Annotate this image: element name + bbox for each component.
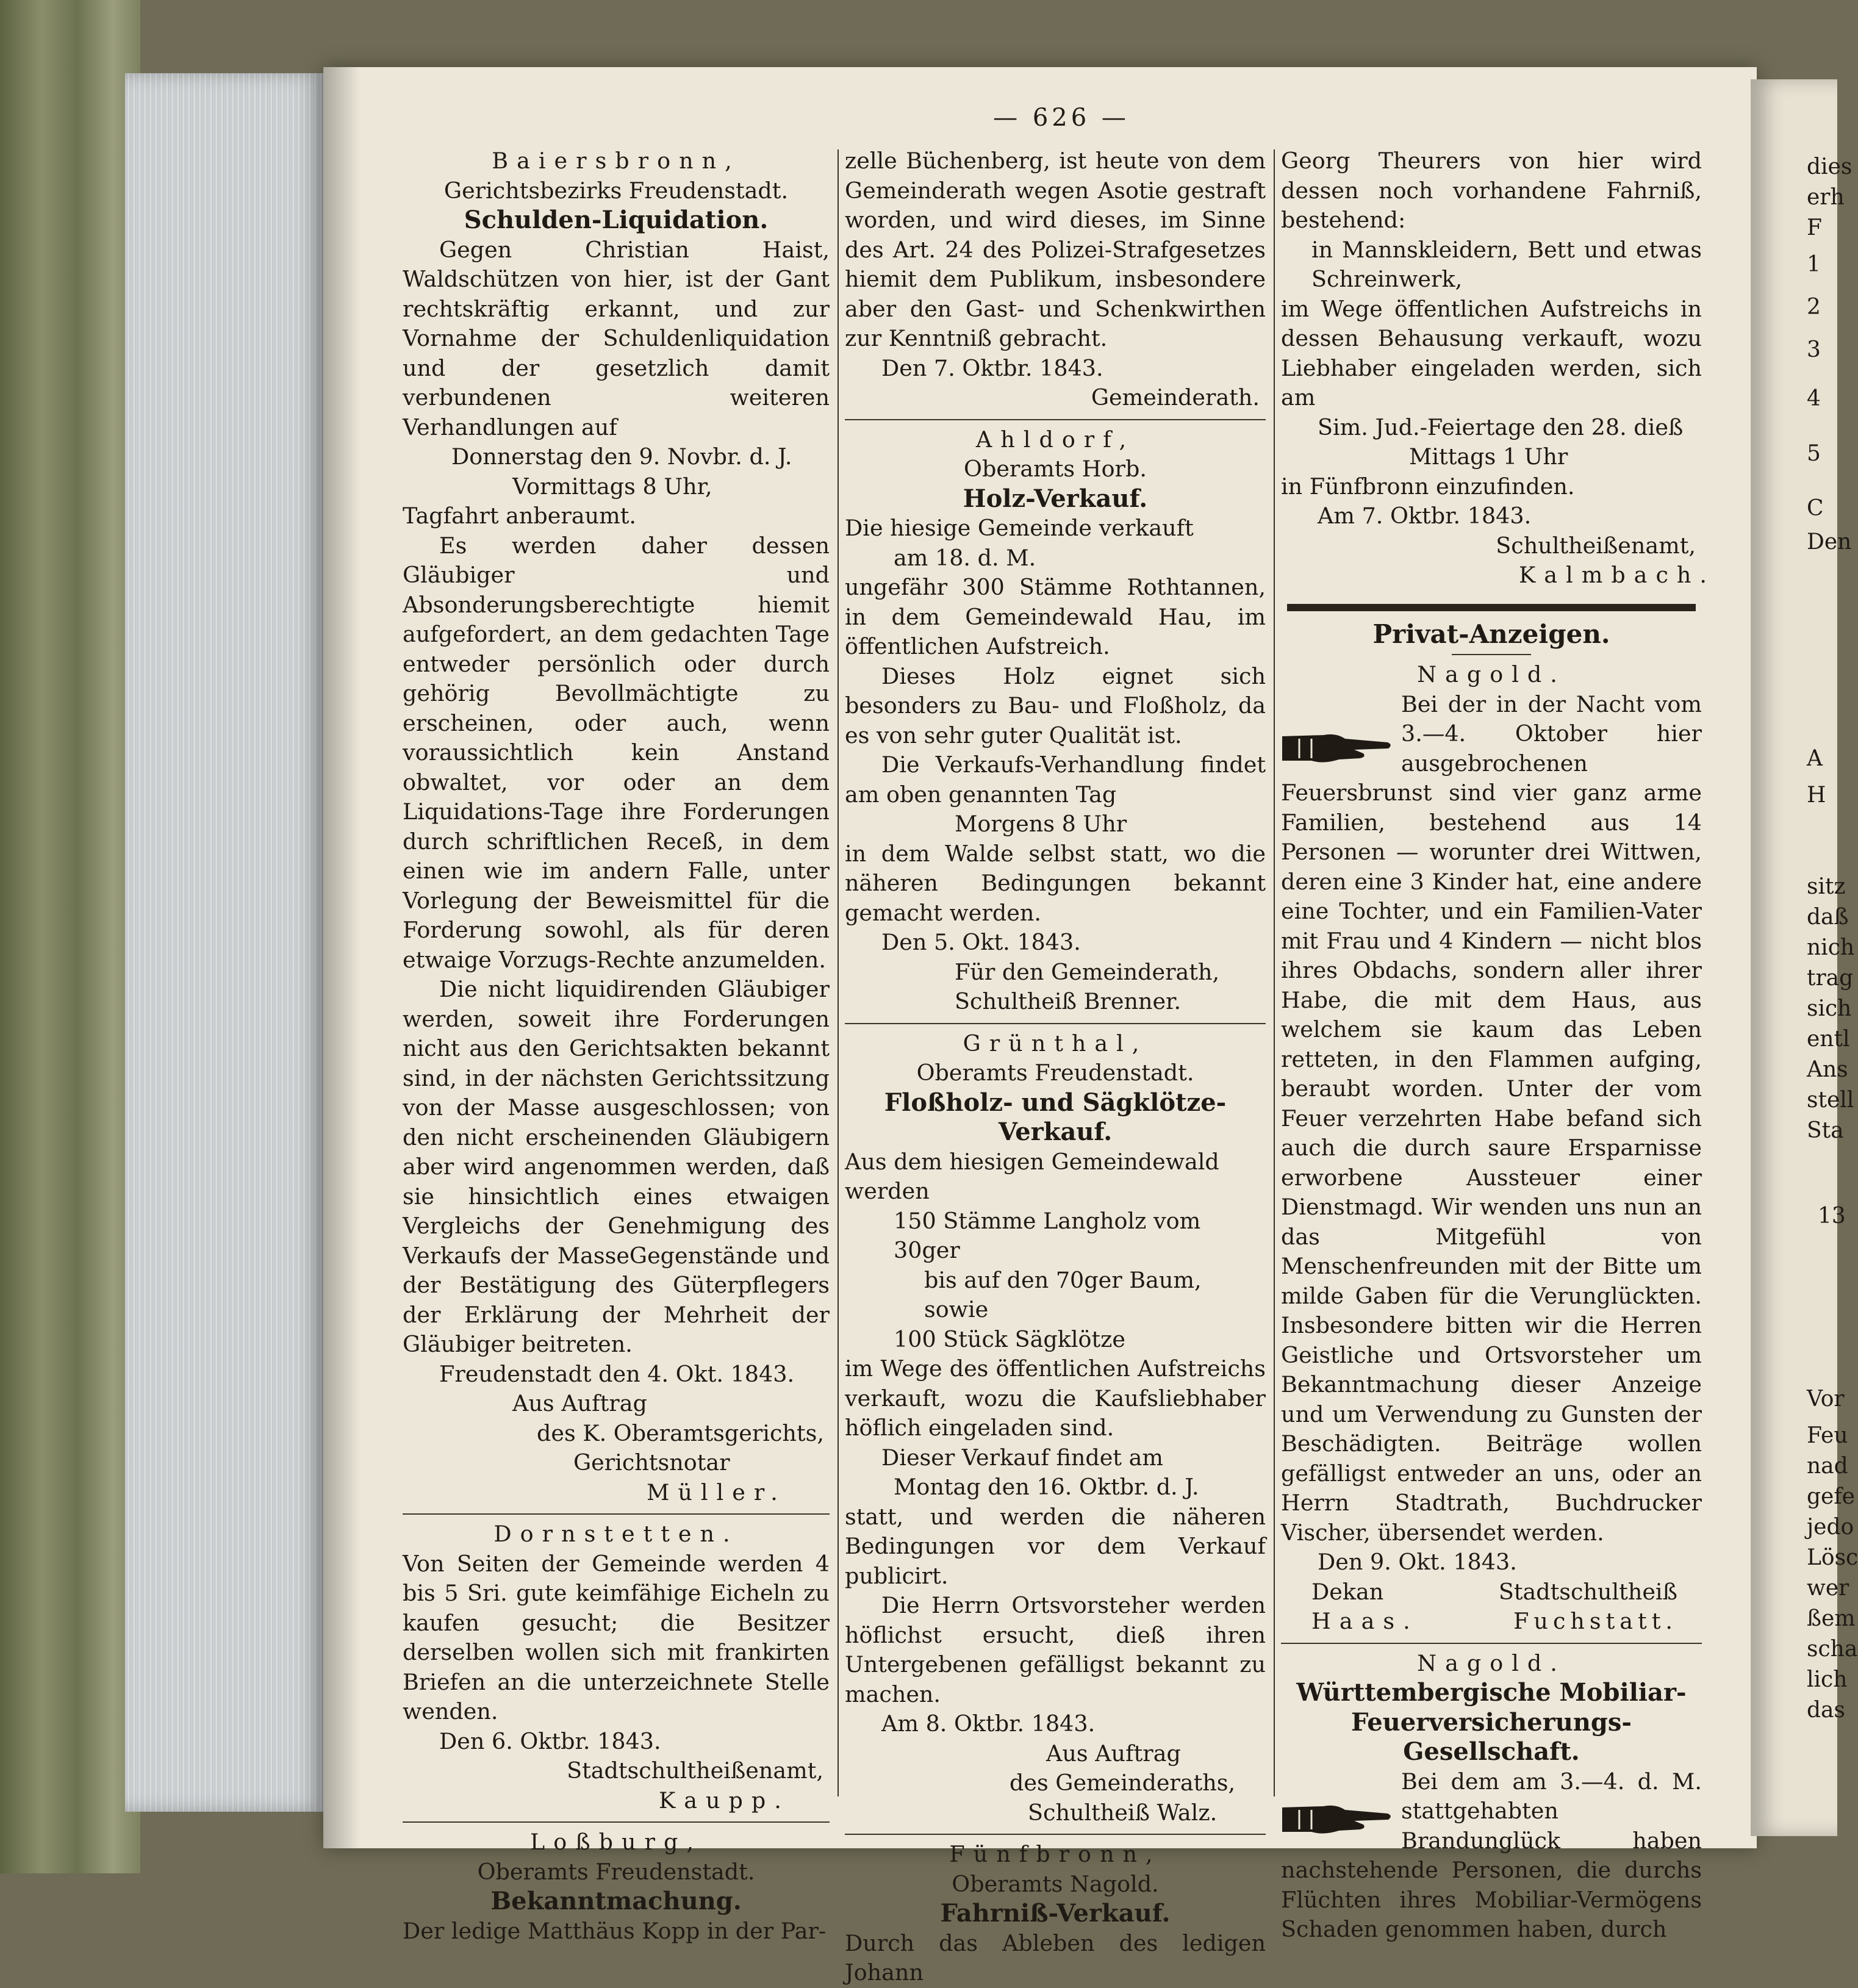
notice-text: Bei dem am 3.—4. d. M. stattgehabten Brandunglück haben nachstehende Personen, die durchs Flüchten ihres Mobiliar-Vermögens Schaden genommen haben, durch — [1281, 1768, 1702, 1942]
next-page-fragment: das — [1807, 1698, 1845, 1723]
notice-signature: Schultheiß Walz. — [1028, 1799, 1218, 1826]
notice-text: Bei der in der Nacht vom 3.—4. Oktober hier ausgebrochenen Feuersbrunst sind vier ganz arme Familien, bestehend aus 14 Personen — worunter drei Wittwen, deren eine 3 Kinder hat, eine andere eine Tochter, und ein Familien-Vater mit Frau und 4 Kindern — nicht blos ihres Obdachs, sondern aller ihrer Habe, die mit dem Haus, aus welchem sie kaum das Leben retteten, in den Flammen aufging, beraubt worden. Unter der vom Feuer verzehrten Habe befand sich auch die durch saure Ersparnisse erworbene Aussteuer einer Dienstmagd. Wir wenden uns nun an das Mitgefühl von Menschenfreunden mit der Bitte um milde Gaben für die Verunglückten. Insbesondere bitten wir die Herren Geistliche und Ortsvorsteher um Bekanntmachung dieser Anzeige und um Verwendung zu Gunsten der Beschädigten. Beiträge wollen gefälligst entweder an uns, oder an Herrn Stadtrath, Buchdrucker Vischer, übersendet werden. — [1281, 691, 1702, 1546]
notice-signature: Gerichtsnotar — [573, 1449, 730, 1476]
next-page-fragment: Ans — [1807, 1057, 1848, 1082]
notice-nagold-insurance — [1281, 1649, 1702, 1945]
next-page-fragment: stell — [1807, 1088, 1854, 1113]
pointing-hand-icon — [1281, 730, 1394, 767]
notice-place: Ahldorf, — [975, 426, 1135, 453]
next-page-fragment: F — [1807, 215, 1822, 240]
notice-time: Morgens 8 Uhr — [955, 811, 1127, 837]
notice-gruenthal — [845, 1029, 1266, 1828]
notice-fuenfbronn — [845, 1840, 1266, 1988]
notice-paragraph: Georg Theurers von hier wird dessen noch vorhandene Fahrniß, bestehend: — [1281, 148, 1702, 233]
notice-paragraph: 150 Stämme Langholz vom 30ger — [894, 1207, 1201, 1263]
notice-heading: Fahrniß-Verkauf. — [940, 1899, 1171, 1928]
section-thick-rule — [1287, 604, 1696, 611]
notice-date: Donnerstag den 9. Novbr. d. J. — [451, 443, 792, 470]
notice-signature: Schultheiß Brenner. — [955, 988, 1182, 1014]
section-rule — [845, 419, 1266, 420]
notice-paragraph: Die hiesige Gemeinde verkauft — [845, 515, 1194, 541]
notice-paragraph: Aus dem hiesigen Gemeindewald werden — [845, 1148, 1219, 1204]
next-page-fragment: Sta — [1807, 1118, 1844, 1143]
signature-row — [1281, 1577, 1702, 1607]
notice-dateline: Freudenstadt den 4. Okt. 1843. — [439, 1360, 795, 1387]
next-page-fragment: jedo — [1807, 1515, 1854, 1540]
section-rule — [845, 1834, 1266, 1835]
notice-paragraph: in Mannskleidern, Bett und etwas Schreinwerk, — [1311, 236, 1702, 292]
notice-signature: Stadtschultheiß — [1498, 1578, 1677, 1605]
next-page-fragment: 1 — [1807, 252, 1821, 277]
notice-paragraph: Die nicht liquidirenden Gläubiger werden, soweit ihre Forderungen nicht aus den Gerichtsakten bekannt sind, in der nächsten Gerichtssitzung von der Masse ausgeschlossen; von den nicht erscheinenden Gläubigern aber wird angenommen werden, daß sie hinsichtlich eines etwaigen Vergleichs der Genehmigung des Verkaufs der MasseGegenstände und der Bestätigung des Güterpflegers der Erklärung der Mehrheit der Gläubiger beitreten. — [403, 976, 830, 1357]
signature-row — [1281, 1607, 1702, 1637]
notice-heading: Bekanntmachung. — [490, 1887, 742, 1915]
notice-paragraph: im Wege öffentlichen Aufstreichs in dessen Behausung verkauft, wozu Liebhaber eingeladen werden, sich am — [1281, 295, 1702, 411]
notice-time: Vormittags 8 Uhr, — [512, 473, 712, 500]
notice-ahldorf — [845, 425, 1266, 1017]
notice-place: Baiersbronn, — [492, 148, 741, 174]
column-2 — [845, 146, 1266, 1988]
notice-paragraph: Der ledige Matthäus Kopp in der Par- — [403, 1917, 827, 1944]
next-page-fragment: 13 — [1818, 1204, 1846, 1229]
notice-paragraph: Gegen Christian Haist, Waldschützen von hier, ist der Gant rechtskräftig erkannt, und zur Vornahme der Schuldenliquidation und der gesetzlich damit verbundenen weiteren Verhandlungen auf — [403, 236, 830, 440]
notice-signature: Aus Auftrag — [1046, 1740, 1181, 1767]
notice-time: Mittags 1 Uhr — [1409, 443, 1568, 470]
next-page-fragment: A — [1807, 746, 1823, 771]
next-page-fragment: trag — [1807, 966, 1854, 991]
notice-date: Montag den 16. Oktbr. d. J. — [894, 1474, 1199, 1500]
page-number: — 626 — — [993, 104, 1130, 132]
next-page-edge — [1751, 79, 1858, 1836]
column-1 — [403, 146, 830, 1946]
next-page-fragment: sich — [1807, 996, 1852, 1021]
column-rule — [1274, 149, 1275, 1796]
notice-heading: Floßholz- und Sägklötze-Verkauf. — [884, 1088, 1227, 1146]
notice-district: Gerichtsbezirks Freudenstadt. — [443, 177, 789, 204]
notice-heading: Württembergische Mobiliar-Feuerversicherungs-Gesellschaft. — [1296, 1678, 1687, 1766]
notice-heading: Schulden-Liquidation. — [464, 206, 769, 234]
next-page-fragment: dies — [1807, 154, 1853, 179]
notice-signature: Kaupp. — [659, 1787, 790, 1814]
pointing-hand-icon — [1281, 1801, 1394, 1838]
notice-dateline: Am 8. Oktbr. 1843. — [881, 1710, 1096, 1737]
gutter-shadow — [323, 67, 360, 1848]
notice-paragraph: 100 Stück Sägklötze — [894, 1326, 1126, 1352]
notice-date: am 18. d. M. — [894, 544, 1036, 571]
next-page-fragment: nad — [1807, 1454, 1848, 1479]
notice-paragraph: zelle Büchenberg, ist heute von dem Gemeinderath wegen Asotie gestraft worden, und wird dieses, im Sinne des Art. 24 des Polizei-Strafgesetzes hiemit dem Publikum, insbesondere aber den Gast- und Schenkwirthen zur Kenntniß gebracht. — [845, 148, 1266, 351]
notice-district: Oberamts Nagold. — [952, 1870, 1159, 1897]
next-page-fragment: entl — [1807, 1027, 1850, 1052]
notice-dornstetten — [403, 1520, 830, 1815]
notice-signature: Aus Auftrag — [512, 1390, 647, 1416]
page-edges — [125, 73, 326, 1812]
next-page-fragment: daß — [1807, 905, 1849, 930]
notice-signature: Kalmbach. — [1519, 562, 1715, 588]
notice-paragraph: Durch das Ableben des ledigen Johann — [845, 1929, 1266, 1986]
notice-date: Sim. Jud.-Feiertage den 28. dieß — [1318, 414, 1684, 440]
notice-paragraph: Die Herrn Ortsvorsteher werden höflichst ersucht, dieß ihren Untergebenen gefälligst bekannt zu machen. — [845, 1592, 1266, 1707]
notice-place: Grünthal, — [963, 1030, 1148, 1057]
notice-signature: Gemeinderath. — [1091, 384, 1260, 411]
notice-paragraph: im Wege des öffentlichen Aufstreichs verkauft, wozu die Kaufsliebhaber höflich eingeladen sind. — [845, 1355, 1266, 1441]
notice-place: Fünfbronn, — [949, 1841, 1161, 1867]
next-page-fragment: lich — [1807, 1667, 1848, 1692]
section-rule — [403, 1513, 830, 1515]
notice-paragraph — [1281, 690, 1702, 1548]
next-page-fragment: Vor — [1807, 1387, 1845, 1412]
notice-nagold-fire — [1281, 660, 1702, 1637]
notice-paragraph: Es werden daher dessen Gläubiger und Absonderungsberechtigte hiemit aufgefordert, an dem gedachten Tage entweder persönlich oder durch gehörig Bevollmächtigte zu erscheinen, oder auch, wenn voraussichtlich kein Anstand obwaltet, vor oder an dem Liquidations-Tage ihre Forderungen durch schriftlichen Receß, in dem einen wie im andern Falle, unter Vorlegung der Beweismittel für die Forderung sowohl, als für deren etwaige Vorzugs-Rechte anzumelden. — [403, 532, 830, 973]
column-3 — [1281, 146, 1715, 1945]
section-rule — [1281, 1643, 1702, 1644]
notice-paragraph: in Fünfbronn einzufinden. — [1281, 473, 1575, 500]
book-binding — [0, 0, 140, 1873]
notice-dateline: Am 7. Oktbr. 1843. — [1318, 503, 1532, 529]
notice-baiersbronn — [403, 146, 830, 1507]
notice-signature: Müller. — [647, 1479, 786, 1505]
notice-fuenfbronn-cont — [1281, 146, 1715, 590]
notice-paragraph: Die Verkaufs-Verhandlung findet am oben genannten Tag — [845, 752, 1266, 808]
notice-paragraph — [1281, 1767, 1702, 1945]
notice-signature: Fuchstatt. — [1513, 1608, 1677, 1634]
notice-district: Oberamts Horb. — [964, 456, 1147, 482]
notice-paragraph: statt, und werden die näheren Bedingungen vor dem Verkauf publicirt. — [845, 1503, 1266, 1589]
next-page-fragment: 2 — [1807, 295, 1821, 320]
notice-dateline: Den 7. Oktbr. 1843. — [881, 354, 1103, 381]
notice-signature: des Gemeinderaths, — [1010, 1770, 1236, 1796]
next-page-fragment: gefe — [1807, 1484, 1855, 1509]
notice-signature: Dekan — [1311, 1578, 1384, 1605]
notice-signature: Haas. — [1311, 1608, 1419, 1634]
notice-paragraph: ungefähr 300 Stämme Rothtannen, in dem Gemeindewald Hau, im öffentlichen Aufstreich. — [845, 574, 1266, 659]
private-ads-heading: Privat-Anzeigen. — [1372, 619, 1610, 649]
next-page-fragment: ßem — [1807, 1606, 1856, 1631]
notice-lossburg — [403, 1828, 830, 1946]
notice-paragraph: Dieses Holz eignet sich besonders zu Bau- und Floßholz, da es von sehr guter Qualität ist. — [845, 662, 1266, 748]
notice-place: Nagold. — [1417, 1649, 1566, 1676]
notice-district: Oberamts Freudenstadt. — [916, 1060, 1194, 1086]
next-page-fragment: scha — [1807, 1637, 1858, 1662]
next-page-fragment: 3 — [1807, 337, 1821, 362]
section-rule — [403, 1821, 830, 1823]
notice-paragraph: Dieser Verkauf findet am — [881, 1444, 1163, 1471]
column-rule — [838, 149, 839, 1796]
notice-signature: Schultheißenamt, — [1496, 532, 1696, 559]
notice-dateline: Den 6. Oktbr. 1843. — [439, 1728, 661, 1754]
notice-district: Oberamts Freudenstadt. — [477, 1858, 755, 1885]
notice-paragraph: in dem Walde selbst statt, wo die näheren Bedingungen bekannt gemacht werden. — [845, 840, 1266, 926]
notice-heading: Holz-Verkauf. — [963, 484, 1148, 513]
next-page-fragment: 5 — [1807, 441, 1821, 466]
notice-signature: Stadtschultheißenamt, — [567, 1757, 823, 1784]
notice-buechenberg — [845, 146, 1266, 413]
notice-dateline: Den 9. Okt. 1843. — [1318, 1549, 1517, 1575]
notice-place: Loßburg, — [530, 1829, 702, 1855]
next-page-fragment: 4 — [1807, 386, 1821, 411]
notice-paragraph: bis auf den 70ger Baum, sowie — [924, 1266, 1202, 1322]
notice-dateline: Den 5. Okt. 1843. — [881, 929, 1081, 955]
notice-paragraph: Tagfahrt anberaumt. — [403, 503, 636, 529]
notice-place: Nagold. — [1417, 661, 1566, 687]
next-page-fragment: Lösc — [1807, 1545, 1858, 1570]
notice-signature: Für den Gemeinderath, — [955, 958, 1220, 985]
next-page-fragment: erh — [1807, 185, 1845, 210]
notice-signature: des K. Oberamtsgerichts, — [537, 1419, 824, 1446]
notice-place: Dornstetten. — [493, 1521, 739, 1547]
next-page-fragment: Den — [1807, 529, 1852, 554]
notice-paragraph: Von Seiten der Gemeinde werden 4 bis 5 Sri. gute keimfähige Eicheln zu kaufen gesucht; die Besitzer derselben wollen sich mit frankirten Briefen an die unterzeichnete Stelle wenden. — [403, 1550, 830, 1724]
short-rule — [1452, 654, 1531, 655]
next-page-fragment: nich — [1807, 935, 1855, 960]
section-rule — [845, 1023, 1266, 1024]
next-page-fragment: wer — [1807, 1576, 1849, 1601]
next-page-fragment: sitz — [1807, 874, 1846, 899]
next-page-fragment: Feu — [1807, 1423, 1848, 1448]
next-page-fragment: C — [1807, 496, 1824, 521]
next-page-fragment: H — [1807, 783, 1826, 808]
